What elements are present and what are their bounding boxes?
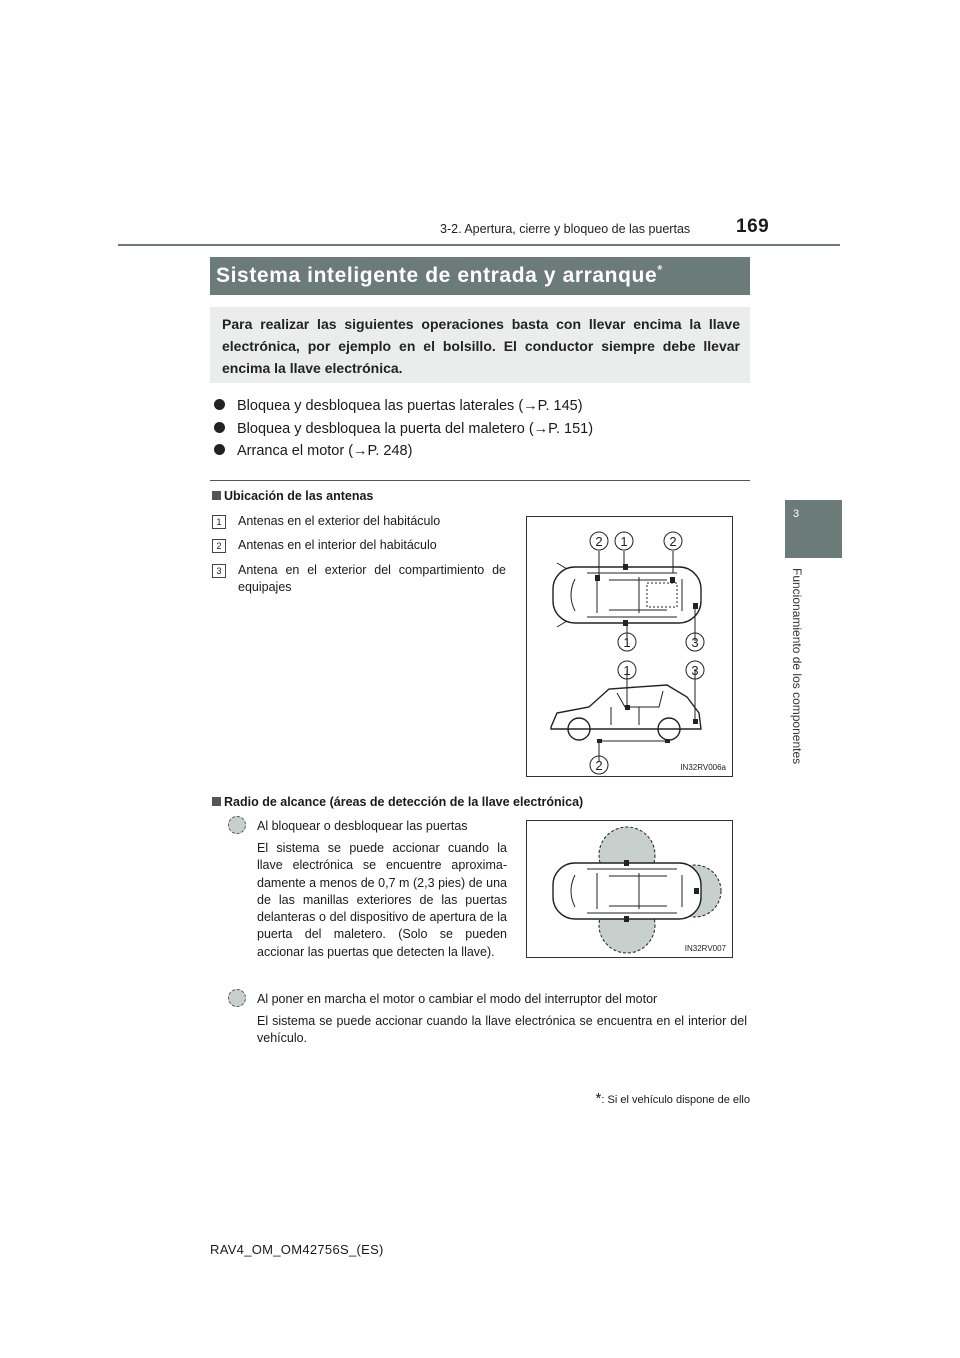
feature-list [214,398,593,466]
antenna-item-text: Antena en el exterior del compartimiento de equipajes [238,563,506,594]
chapter-number: 3 [793,508,800,520]
bullet-dot-icon [214,399,225,410]
feature-item [214,398,593,420]
zone2-text: El sistema se puede accionar cuando la llave electrónica se encuentra en el interior del vehículo. [257,1014,747,1046]
callout-3: 3 [691,663,699,678]
number-badge: 3 [212,564,226,578]
antennas-heading-text: Ubicación de las antenas [224,489,374,503]
feature-item-text: Arranca el motor (→P. 248) [237,443,413,459]
footnote [596,1090,750,1107]
page-number: 169 [736,216,770,237]
feature-item [214,421,593,443]
callout-2: 2 [595,534,603,549]
document-code: RAV4_OM_OM42756S_(ES) [210,1242,384,1257]
feature-item-text: Bloquea y desbloquea la puerta del maletero (→P. 151) [237,420,594,437]
square-bullet-icon [212,491,221,500]
page-title [216,262,663,288]
section-divider [210,480,750,481]
number-badge: 1 [212,515,226,529]
range-heading-text: Radio de alcance (áreas de detección de la llave electrónica) [224,795,584,809]
footnote-text: : Si el vehículo dispone de ello [601,1094,750,1106]
antenna-item-text: Antenas en el exterior del habitáculo [238,514,441,528]
zone1-text: El sistema se puede accionar cuando la llave electrónica se encuentre aproximadamente a menos de 0,7 m (2,3 pies) de una de las manillas exteriores de las puertas delanteras o del dispositivo de apertura de la puerta del maletero. (Solo se pueden accionar las puertas que detecten la llave). [257,841,507,959]
range-heading [212,795,583,809]
chapter-title-vertical: Funcionamiento de los componentes [790,568,804,765]
callout-1: 1 [623,635,631,650]
range-diagram-svg [527,821,732,957]
detection-zone-icon [228,816,246,834]
detection-range-figure [526,820,733,958]
antenna-item [212,562,512,598]
antenna-diagram-svg [527,517,732,776]
feature-item-text: Bloquea y desbloquea las puertas laterales (→P. 145) [237,398,583,414]
zone2-title: Al poner en marcha el motor o cambiar el modo del interruptor del motor [257,992,658,1006]
title-asterisk: * [657,262,663,277]
page-title-text: Sistema inteligente de entrada y arranque [216,264,658,287]
header-rule [118,244,840,246]
antenna-item-text: Antenas en el interior del habitáculo [238,538,437,552]
chapter-tab [785,500,842,558]
bullet-dot-icon [214,422,225,433]
footnote-asterisk: * [595,1090,602,1107]
number-badge: 2 [212,539,226,553]
feature-item [214,443,593,465]
section-reference: 3-2. Apertura, cierre y bloqueo de las puertas [440,222,691,236]
callout-1: 1 [623,663,631,678]
zone1-title: Al bloquear o desbloquear las puertas [257,819,468,833]
detection-zone-icon [228,989,246,1007]
antenna-location-figure [526,516,733,777]
antenna-item [212,513,512,533]
antenna-item [212,537,512,557]
callout-2: 2 [595,758,603,773]
intro-text: Para realizar las siguientes operaciones basta con llevar encima la llave electrónica, por ejemplo en el bolsillo. El conductor siempre debe llevar encima la llave electrónica. [222,316,740,376]
bullet-dot-icon [214,444,225,455]
figure-code: IN32RV007 [684,944,726,953]
callout-1: 1 [620,534,628,549]
figure-code: IN32RV006a [680,763,726,772]
callout-2: 2 [669,534,677,549]
antennas-heading [212,489,373,503]
square-bullet-icon [212,797,221,806]
callout-3: 3 [691,635,699,650]
